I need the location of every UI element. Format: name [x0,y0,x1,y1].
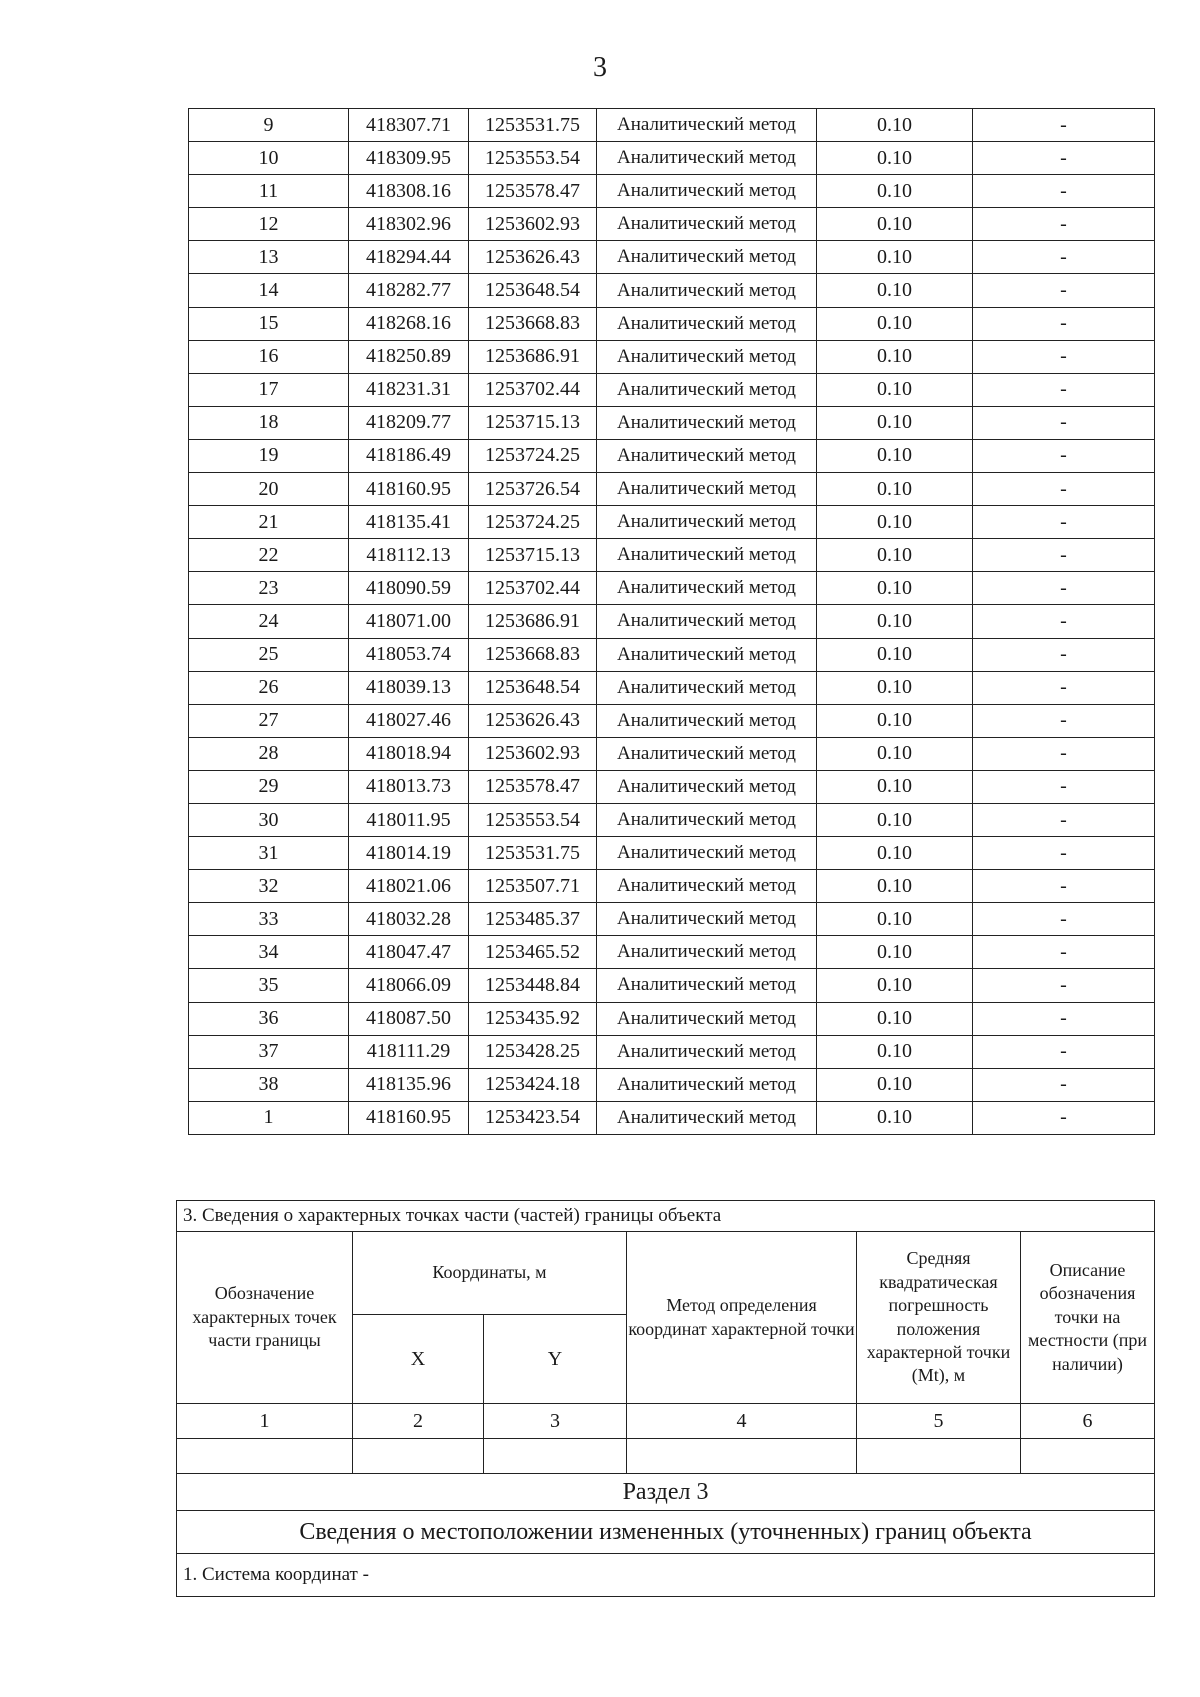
table-row [189,1035,1155,1068]
description-cell: - [973,1101,1155,1134]
mt-cell: 0.10 [817,539,973,572]
table-row [189,1068,1155,1101]
x-coordinate-cell: 418308.16 [349,175,469,208]
y-coordinate-cell: 1253715.13 [469,539,597,572]
x-coordinate-cell: 418014.19 [349,837,469,870]
description-cell: - [973,770,1155,803]
point-number-cell: 32 [189,870,349,903]
y-coordinate-cell: 1253648.54 [469,671,597,704]
point-number-cell: 33 [189,903,349,936]
table-row [189,770,1155,803]
description-cell: - [973,208,1155,241]
parts-section-caption: 3. Сведения о характерных точках части (частей) границы объекта [177,1201,1155,1232]
x-coordinate-cell: 418090.59 [349,572,469,605]
method-cell: Аналитический метод [597,539,817,572]
method-cell: Аналитический метод [597,969,817,1002]
x-coordinate-cell: 418294.44 [349,241,469,274]
table-row [189,837,1155,870]
x-coordinate-cell: 418066.09 [349,969,469,1002]
mt-cell: 0.10 [817,109,973,142]
page-number: 3 [593,52,607,83]
mt-cell: 0.10 [817,439,973,472]
mt-cell: 0.10 [817,473,973,506]
method-cell: Аналитический метод [597,109,817,142]
coordinate-system-label: 1. Система координат - [177,1554,1155,1597]
y-coordinate-cell: 1253465.52 [469,936,597,969]
empty-cell [627,1439,857,1474]
table-row [189,903,1155,936]
x-coordinate-cell: 418160.95 [349,473,469,506]
point-number-cell: 15 [189,307,349,340]
table-row [189,870,1155,903]
point-number-cell: 20 [189,473,349,506]
x-coordinate-cell: 418071.00 [349,605,469,638]
y-coordinate-cell: 1253724.25 [469,506,597,539]
mt-cell: 0.10 [817,936,973,969]
table-row [189,638,1155,671]
section3-title: Раздел 3 [177,1474,1155,1511]
column-number: 4 [627,1404,857,1439]
method-cell: Аналитический метод [597,870,817,903]
point-number-cell: 11 [189,175,349,208]
point-number-cell: 26 [189,671,349,704]
description-cell: - [973,837,1155,870]
y-coordinate-cell: 1253686.91 [469,340,597,373]
y-coordinate-cell: 1253553.54 [469,142,597,175]
mt-cell: 0.10 [817,340,973,373]
empty-cell [484,1439,627,1474]
point-number-cell: 24 [189,605,349,638]
x-coordinate-cell: 418111.29 [349,1035,469,1068]
point-number-cell: 1 [189,1101,349,1134]
x-coordinate-cell: 418209.77 [349,406,469,439]
description-cell: - [973,803,1155,836]
y-coordinate-cell: 1253668.83 [469,638,597,671]
point-number-cell: 22 [189,539,349,572]
table-row [189,307,1155,340]
method-cell: Аналитический метод [597,770,817,803]
method-cell: Аналитический метод [597,142,817,175]
method-cell: Аналитический метод [597,1101,817,1134]
mt-cell: 0.10 [817,1002,973,1035]
description-cell: - [973,274,1155,307]
section3-subtitle: Сведения о местоположении измененных (уточненных) границ объекта [177,1511,1155,1554]
table-row [189,803,1155,836]
coordinates-table [188,108,1155,1135]
x-coordinate-cell: 418135.41 [349,506,469,539]
y-coordinate-cell: 1253602.93 [469,208,597,241]
method-cell: Аналитический метод [597,439,817,472]
point-number-cell: 35 [189,969,349,1002]
point-number-cell: 25 [189,638,349,671]
description-cell: - [973,241,1155,274]
method-cell: Аналитический метод [597,1002,817,1035]
table-row [189,969,1155,1002]
x-coordinate-cell: 418032.28 [349,903,469,936]
method-cell: Аналитический метод [597,803,817,836]
x-coordinate-cell: 418018.94 [349,737,469,770]
description-cell: - [973,1068,1155,1101]
header-designation: Обозначение характерных точек части границы [177,1232,353,1404]
y-coordinate-cell: 1253423.54 [469,1101,597,1134]
point-number-cell: 31 [189,837,349,870]
y-coordinate-cell: 1253724.25 [469,439,597,472]
x-coordinate-cell: 418160.95 [349,1101,469,1134]
point-number-cell: 30 [189,803,349,836]
coordinates-table-body [189,109,1155,1135]
table-row [189,704,1155,737]
table-row [189,473,1155,506]
method-cell: Аналитический метод [597,837,817,870]
method-cell: Аналитический метод [597,572,817,605]
description-cell: - [973,737,1155,770]
x-coordinate-cell: 418027.46 [349,704,469,737]
empty-cell [857,1439,1021,1474]
header-mt: Средняя квадратическая погрешность положения характерной точки (Mt), м [857,1232,1021,1404]
mt-cell: 0.10 [817,870,973,903]
y-coordinate-cell: 1253578.47 [469,770,597,803]
method-cell: Аналитический метод [597,373,817,406]
y-coordinate-cell: 1253648.54 [469,274,597,307]
point-number-cell: 37 [189,1035,349,1068]
x-coordinate-cell: 418309.95 [349,142,469,175]
description-cell: - [973,903,1155,936]
description-cell: - [973,704,1155,737]
method-cell: Аналитический метод [597,307,817,340]
description-cell: - [973,1035,1155,1068]
point-number-cell: 23 [189,572,349,605]
table-row [189,1101,1155,1134]
table-row [189,506,1155,539]
x-coordinate-cell: 418268.16 [349,307,469,340]
method-cell: Аналитический метод [597,274,817,307]
mt-cell: 0.10 [817,903,973,936]
table-row [189,373,1155,406]
method-cell: Аналитический метод [597,605,817,638]
method-cell: Аналитический метод [597,1068,817,1101]
y-coordinate-cell: 1253531.75 [469,109,597,142]
y-coordinate-cell: 1253448.84 [469,969,597,1002]
description-cell: - [973,969,1155,1002]
mt-cell: 0.10 [817,1035,973,1068]
parts-and-section3-table [176,1200,1155,1597]
x-coordinate-cell: 418039.13 [349,671,469,704]
point-number-cell: 29 [189,770,349,803]
y-coordinate-cell: 1253507.71 [469,870,597,903]
table-row [189,142,1155,175]
mt-cell: 0.10 [817,274,973,307]
mt-cell: 0.10 [817,142,973,175]
method-cell: Аналитический метод [597,406,817,439]
point-number-cell: 21 [189,506,349,539]
mt-cell: 0.10 [817,605,973,638]
point-number-cell: 17 [189,373,349,406]
table-row [189,539,1155,572]
point-number-cell: 28 [189,737,349,770]
description-cell: - [973,671,1155,704]
description-cell: - [973,406,1155,439]
x-coordinate-cell: 418282.77 [349,274,469,307]
mt-cell: 0.10 [817,770,973,803]
table-row [189,175,1155,208]
method-cell: Аналитический метод [597,671,817,704]
y-coordinate-cell: 1253578.47 [469,175,597,208]
table-row [189,406,1155,439]
point-number-cell: 38 [189,1068,349,1101]
point-number-cell: 34 [189,936,349,969]
method-cell: Аналитический метод [597,241,817,274]
point-number-cell: 12 [189,208,349,241]
description-cell: - [973,307,1155,340]
y-coordinate-cell: 1253602.93 [469,737,597,770]
column-number: 1 [177,1404,353,1439]
x-coordinate-cell: 418112.13 [349,539,469,572]
column-number: 5 [857,1404,1021,1439]
point-number-cell: 9 [189,109,349,142]
table-row [189,208,1155,241]
table-row [189,1002,1155,1035]
y-coordinate-cell: 1253553.54 [469,803,597,836]
x-coordinate-cell: 418053.74 [349,638,469,671]
table-row [189,936,1155,969]
x-coordinate-cell: 418047.47 [349,936,469,969]
description-cell: - [973,142,1155,175]
table-row [189,241,1155,274]
mt-cell: 0.10 [817,307,973,340]
y-coordinate-cell: 1253686.91 [469,605,597,638]
x-coordinate-cell: 418307.71 [349,109,469,142]
description-cell: - [973,638,1155,671]
method-cell: Аналитический метод [597,175,817,208]
empty-table-row [177,1439,1155,1474]
method-cell: Аналитический метод [597,737,817,770]
y-coordinate-cell: 1253702.44 [469,572,597,605]
point-number-cell: 18 [189,406,349,439]
mt-cell: 0.10 [817,803,973,836]
description-cell: - [973,175,1155,208]
description-cell: - [973,572,1155,605]
mt-cell: 0.10 [817,506,973,539]
y-coordinate-cell: 1253668.83 [469,307,597,340]
mt-cell: 0.10 [817,1101,973,1134]
mt-cell: 0.10 [817,969,973,1002]
y-coordinate-cell: 1253715.13 [469,406,597,439]
point-number-cell: 36 [189,1002,349,1035]
method-cell: Аналитический метод [597,638,817,671]
x-coordinate-cell: 418135.96 [349,1068,469,1101]
y-coordinate-cell: 1253726.54 [469,473,597,506]
mt-cell: 0.10 [817,175,973,208]
table-row [189,572,1155,605]
mt-cell: 0.10 [817,373,973,406]
y-coordinate-cell: 1253485.37 [469,903,597,936]
header-method: Метод определения координат характерной точки [627,1232,857,1404]
x-coordinate-cell: 418021.06 [349,870,469,903]
description-cell: - [973,340,1155,373]
x-coordinate-cell: 418302.96 [349,208,469,241]
mt-cell: 0.10 [817,241,973,274]
mt-cell: 0.10 [817,837,973,870]
table-row [189,109,1155,142]
table-row [189,671,1155,704]
y-coordinate-cell: 1253531.75 [469,837,597,870]
method-cell: Аналитический метод [597,208,817,241]
y-coordinate-cell: 1253626.43 [469,241,597,274]
description-cell: - [973,1002,1155,1035]
column-number: 6 [1021,1404,1155,1439]
column-number: 3 [484,1404,627,1439]
column-number: 2 [353,1404,484,1439]
x-coordinate-cell: 418250.89 [349,340,469,373]
mt-cell: 0.10 [817,638,973,671]
mt-cell: 0.10 [817,671,973,704]
point-number-cell: 19 [189,439,349,472]
method-cell: Аналитический метод [597,936,817,969]
description-cell: - [973,539,1155,572]
method-cell: Аналитический метод [597,1035,817,1068]
x-coordinate-cell: 418231.31 [349,373,469,406]
point-number-cell: 10 [189,142,349,175]
mt-cell: 0.10 [817,406,973,439]
table-row [189,439,1155,472]
x-coordinate-cell: 418087.50 [349,1002,469,1035]
empty-cell [353,1439,484,1474]
y-coordinate-cell: 1253435.92 [469,1002,597,1035]
description-cell: - [973,870,1155,903]
mt-cell: 0.10 [817,737,973,770]
x-coordinate-cell: 418013.73 [349,770,469,803]
method-cell: Аналитический метод [597,506,817,539]
method-cell: Аналитический метод [597,903,817,936]
method-cell: Аналитический метод [597,473,817,506]
empty-cell [1021,1439,1155,1474]
mt-cell: 0.10 [817,1068,973,1101]
table-row [189,274,1155,307]
header-description: Описание обозначения точки на местности (при наличии) [1021,1232,1155,1404]
header-x: X [353,1315,484,1404]
description-cell: - [973,439,1155,472]
header-y: Y [484,1315,627,1404]
x-coordinate-cell: 418011.95 [349,803,469,836]
y-coordinate-cell: 1253702.44 [469,373,597,406]
x-coordinate-cell: 418186.49 [349,439,469,472]
description-cell: - [973,605,1155,638]
description-cell: - [973,109,1155,142]
table-row [189,605,1155,638]
y-coordinate-cell: 1253424.18 [469,1068,597,1101]
empty-cell [177,1439,353,1474]
method-cell: Аналитический метод [597,704,817,737]
description-cell: - [973,473,1155,506]
mt-cell: 0.10 [817,208,973,241]
point-number-cell: 27 [189,704,349,737]
y-coordinate-cell: 1253626.43 [469,704,597,737]
table-row [189,737,1155,770]
method-cell: Аналитический метод [597,340,817,373]
mt-cell: 0.10 [817,704,973,737]
description-cell: - [973,506,1155,539]
point-number-cell: 16 [189,340,349,373]
table-row [189,340,1155,373]
y-coordinate-cell: 1253428.25 [469,1035,597,1068]
mt-cell: 0.10 [817,572,973,605]
point-number-cell: 14 [189,274,349,307]
point-number-cell: 13 [189,241,349,274]
header-coordinates: Координаты, м [353,1232,627,1315]
description-cell: - [973,373,1155,406]
description-cell: - [973,936,1155,969]
